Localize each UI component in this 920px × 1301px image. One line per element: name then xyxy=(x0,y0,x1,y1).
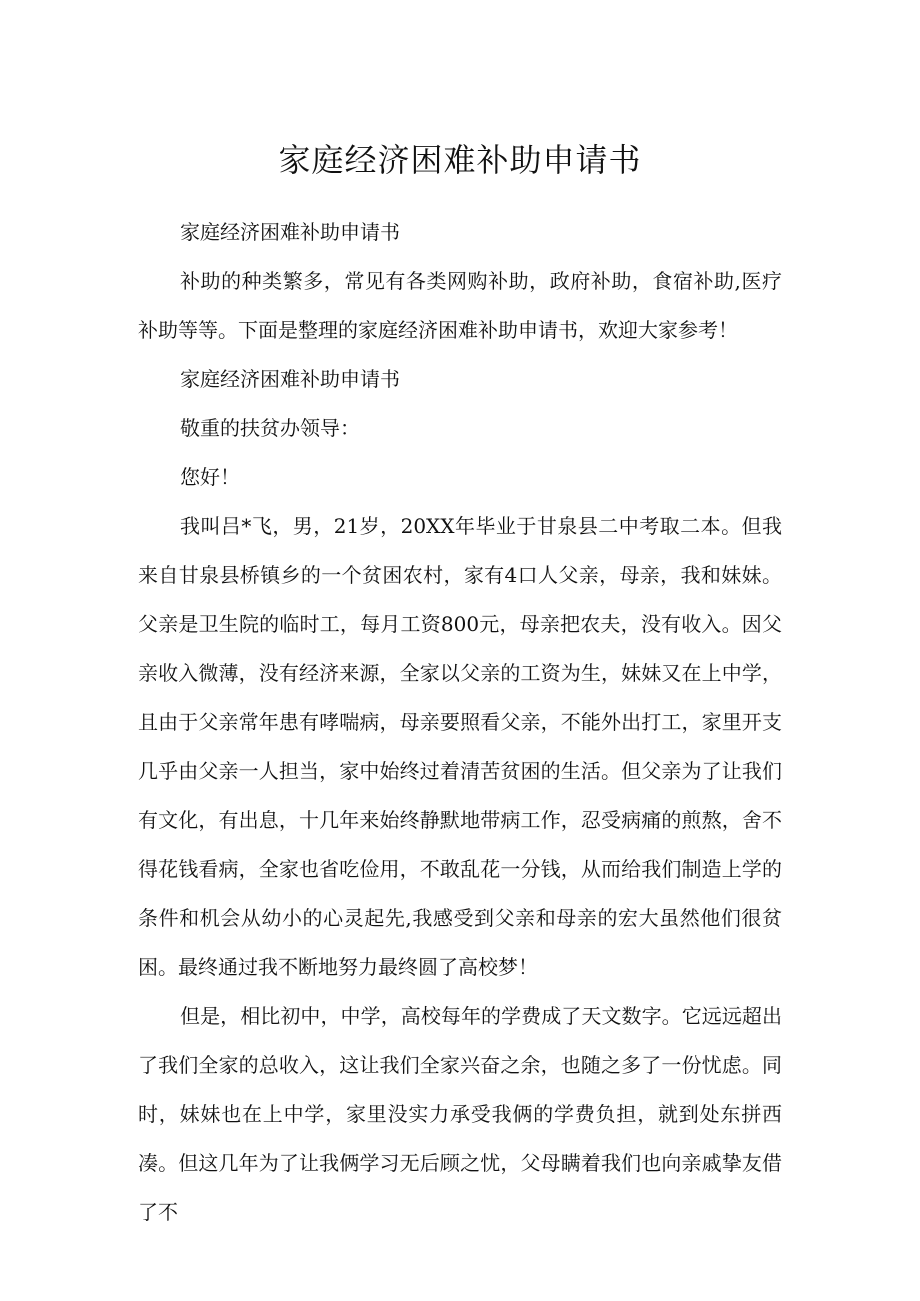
paragraph-tuition: 但是，相比初中，中学，高校每年的学费成了天文数字。它远远超出了我们全家的总收入，这让我们全家兴奋之余，也随之多了一份忧虑。同时，妹妹也在上中学，家里没实力承受我俩的学费负担，就到处东拼西凑。但这几年为了让我俩学习无后顾之忧，父母瞒着我们也向亲戚挚友借了不 xyxy=(138,1004,782,1224)
paragraph-intro: 补助的种类繁多，常见有各类网购补助，政府补助，食宿补助,医疗补助等等。下面是整理的家庭经济困难补助申请书，欢迎大家参考！ xyxy=(138,269,782,342)
paragraph-background: 我叫吕*飞，男，21岁，20XX年毕业于甘泉县二中考取二本。但我来自甘泉县桥镇乡的一个贫困农村，家有4口人父亲，母亲，我和妹妹。父亲是卫生院的临时工，每月工资800元，母亲把农夫，没有收入。因父亲收入微薄，没有经济来源，全家以父亲的工资为生，妹妹又在上中学，且由于父亲常年患有哮喘病，母亲要照看父亲，不能外出打工，家里开支几乎由父亲一人担当，家中始终过着清苦贫困的生活。但父亲为了让我们有文化，有出息，十几年来始终静默地带病工作，忍受病痛的煎熬，舍不得花钱看病，全家也省吃俭用，不敢乱花一分钱，从而给我们制造上学的条件和机会从幼小的心灵起先,我感受到父亲和母亲的宏大虽然他们很贫困。最终通过我不断地努力最终圆了高校梦！ xyxy=(138,514,782,979)
paragraph-greeting: 您好！ xyxy=(180,465,240,489)
paragraph-subtitle: 家庭经济困难补助申请书 xyxy=(180,220,400,244)
paragraph-salutation: 敬重的扶贫办领导： xyxy=(180,416,360,440)
paragraph-subtitle-repeat: 家庭经济困难补助申请书 xyxy=(180,367,400,391)
document-body xyxy=(138,208,782,1237)
document-title: 家庭经济困难补助申请书 xyxy=(278,141,642,179)
